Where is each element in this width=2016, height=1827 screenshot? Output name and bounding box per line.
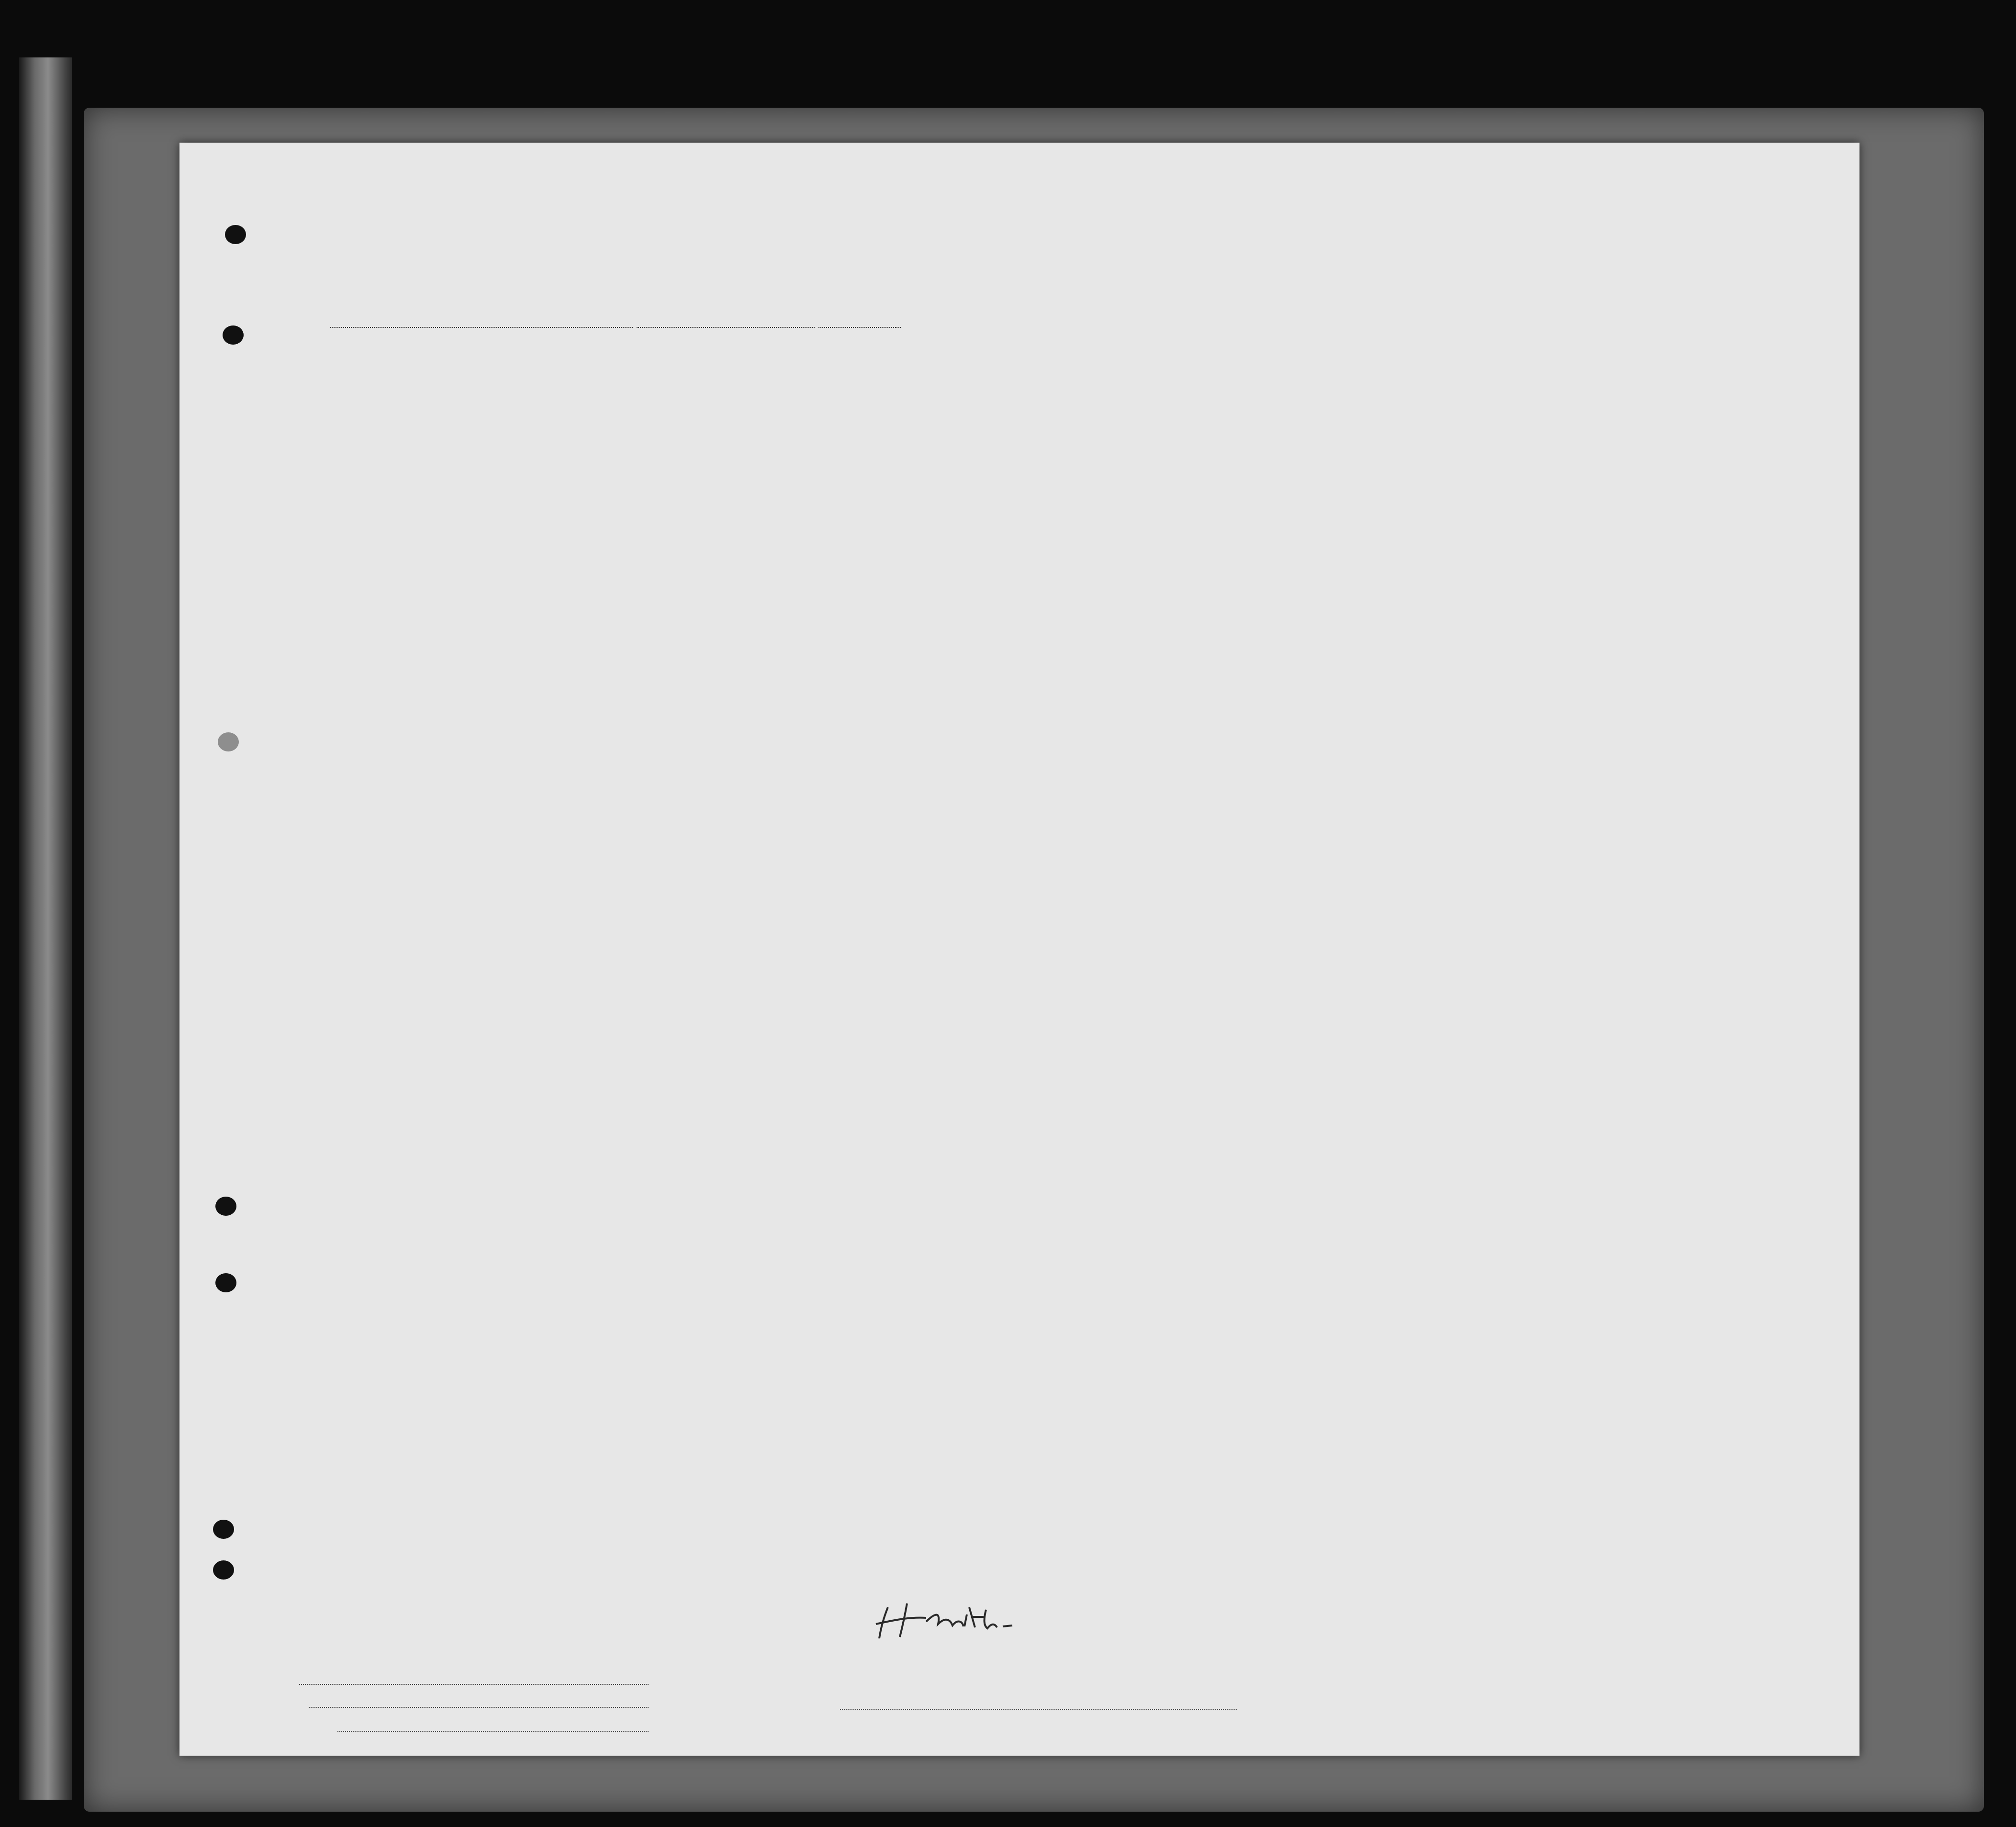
arrival-port <box>637 327 815 328</box>
binder-edge <box>19 57 72 1800</box>
inspector-signature <box>869 1598 1031 1641</box>
table-grid <box>179 143 1859 1756</box>
punch-hole <box>215 1197 236 1216</box>
footer-owners-field <box>309 1707 649 1708</box>
footer-line-field <box>299 1684 649 1685</box>
punch-hole <box>218 732 239 751</box>
arrival-month <box>818 327 896 328</box>
footer-agents-field <box>337 1731 649 1732</box>
punch-hole <box>213 1560 234 1580</box>
punch-hole <box>213 1520 234 1539</box>
vessel-line <box>330 311 901 332</box>
punch-hole <box>225 225 246 244</box>
manifest-sheet <box>179 143 1859 1756</box>
vessel-name <box>330 327 633 328</box>
inspector-signature-line <box>840 1709 1237 1710</box>
punch-hole <box>223 325 244 345</box>
departure-port <box>895 327 901 328</box>
punch-hole <box>215 1273 236 1292</box>
